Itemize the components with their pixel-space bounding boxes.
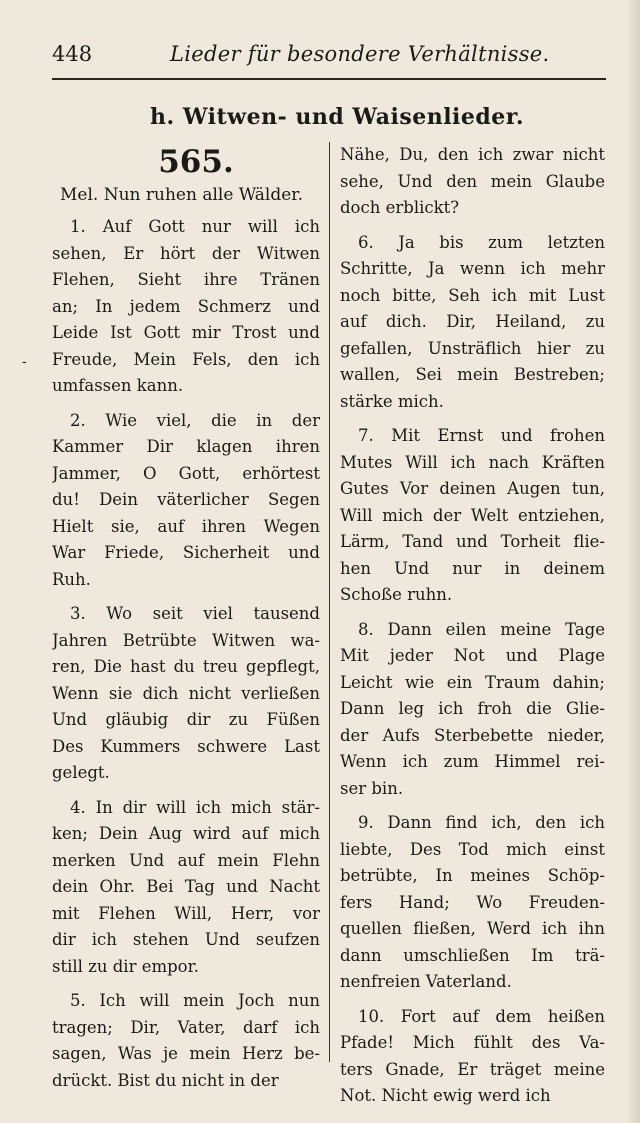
verse-line: Dann leg ich froh die Glie- [340,699,605,718]
verse [340,230,605,416]
verse-line: du! Dein väterlicher Segen [52,490,320,509]
verse-line: Schoße ruhn. [340,585,453,604]
verse-line: Mutes Will ich nach Kräften [340,452,605,472]
right-verses [340,142,605,1110]
verse-line: Jammer, O Gott, erhörtest [52,463,320,483]
verse-line: der Aufs Sterbebette nieder, [340,725,605,745]
right-column [340,142,605,1118]
verse-line: Gutes Vor deinen Augen tun, [340,479,605,498]
verse-line: wallen, Sei mein Bestreben; [340,365,605,384]
verse-line: Mit jeder Not und Plage [340,646,605,665]
verse-line: drückt. Bist du nicht in der [52,1070,279,1090]
melody-line: Mel. Nun ruhen alle Wälder. [60,185,303,205]
column-divider [329,142,330,1062]
verse-line: 8. Dann eilen meine Tage [358,619,605,639]
verse-line: Will mich der Welt entziehen, [340,505,605,525]
verse-line: liebte, Des Tod mich einst [340,839,605,859]
verse-line: fers Hand; Wo Freuden- [340,892,605,912]
verse-line: Wenn ich zum Himmel rei- [340,752,605,771]
verse-line: Not. Nicht ewig werd ich [340,1086,551,1105]
verse-line: 4. In dir will ich mich stär- [70,797,320,817]
verse-line: hen Und nur in deinem [340,558,605,578]
verse-line: mit Flehen Will, Herr, vor [52,903,320,923]
verse-line: ser bin. [340,778,404,798]
page-edge-shadow [626,0,640,1123]
hymn-number: 565. [158,144,234,180]
verse-line: dir ich stehen Und seufzen [52,930,320,949]
verse-line: auf dich. Dir, Heiland, zu [340,312,605,331]
margin-mark: - [22,354,27,370]
verse-line: Jahren Betrübte Witwen wa- [52,630,320,650]
verse-line: merken Und auf mein Flehn [52,850,320,870]
section-title: h. Witwen- und Waisenlieder. [150,104,525,130]
verse-line: umfassen kann. [52,376,184,395]
verse [340,617,605,803]
verse-line: 7. Mit Ernst und frohen [358,426,605,445]
verse-line: Hielt sie, auf ihren Wegen [52,516,320,536]
verse-line: 2. Wie viel, die in der [70,410,320,430]
verse-line: sehe, Und den mein Glaube [340,171,605,191]
verse-line: dann umschließen Im trä- [340,945,605,965]
verse-line: ters Gnade, Er träget meine [340,1059,605,1079]
verse-line: betrübte, In meines Schöp- [340,866,605,885]
verse-line: Des Kummers schwere Last [52,736,320,756]
verse-line: Kammer Dir klagen ihren [52,437,320,456]
verse-line: still zu dir empor. [52,956,199,976]
verse-line: gelegt. [52,763,110,782]
verse-line: Ruh. [52,569,91,589]
verse [340,142,605,222]
verse [340,810,605,996]
verse-line: quellen fließen, Werd ich ihn [340,919,605,938]
verse-line: 3. Wo seit viel tausend [70,604,320,623]
verse-line: nenfreien Vaterland. [340,972,512,991]
verse-line: ren, Die hast du treu gepflegt, [52,657,320,676]
verse-line: Flehen, Sieht ihre Tränen [52,270,320,289]
verse [52,408,320,594]
verse-line: ken; Dein Aug wird auf mich [52,824,320,843]
verse-line: Wenn sie dich nicht verließen [52,683,320,703]
page-number: 448 [52,42,93,66]
verse-line: 9. Dann find ich, den ich [358,813,605,832]
verse-line: sagen, Was je mein Herz be- [52,1044,320,1063]
page-header [52,42,610,72]
verse [340,423,605,609]
verse-line: noch bitte, Seh ich mit Lust [340,285,605,305]
verse-line: 5. Ich will mein Joch nun [70,991,320,1010]
verse-line: Nähe, Du, den ich zwar nicht [340,145,605,164]
verse-line: Freude, Mein Fels, den ich [52,349,320,369]
verse-line: stärke mich. [340,391,444,411]
verse-line: dein Ohr. Bei Tag und Nacht [52,877,320,896]
verse [52,214,320,400]
running-title: Lieder für besondere Verhältnisse. [170,42,550,66]
verse-line: an; In jedem Schmerz und [52,296,320,316]
verse-line: tragen; Dir, Vater, darf ich [52,1017,320,1037]
verse-line: gefallen, Unsträflich hier zu [340,338,605,358]
verse-line: Lärm, Tand und Torheit flie- [340,532,605,551]
verse [52,601,320,787]
verse-line: sehen, Er hört der Witwen [52,243,320,263]
verse-line: Schritte, Ja wenn ich mehr [340,259,605,278]
verse [340,1004,605,1110]
verse-line: War Friede, Sicherheit und [52,543,320,562]
verse-line: Und gläubig dir zu Füßen [52,710,320,729]
left-column [52,142,320,1102]
verse-line: 1. Auf Gott nur will ich [70,217,320,236]
verse [52,988,320,1094]
verse-line: Leicht wie ein Traum dahin; [340,672,605,692]
left-verses [52,214,320,1094]
verse-line: 10. Fort auf dem heißen [358,1006,605,1026]
verse-line: Leide Ist Gott mir Trost und [52,323,320,342]
verse-line: Pfade! Mich fühlt des Va- [340,1033,605,1052]
verse-line: doch erblickt? [340,198,460,217]
header-rule [52,78,606,80]
verse-line: 6. Ja bis zum letzten [358,232,605,252]
verse [52,795,320,981]
